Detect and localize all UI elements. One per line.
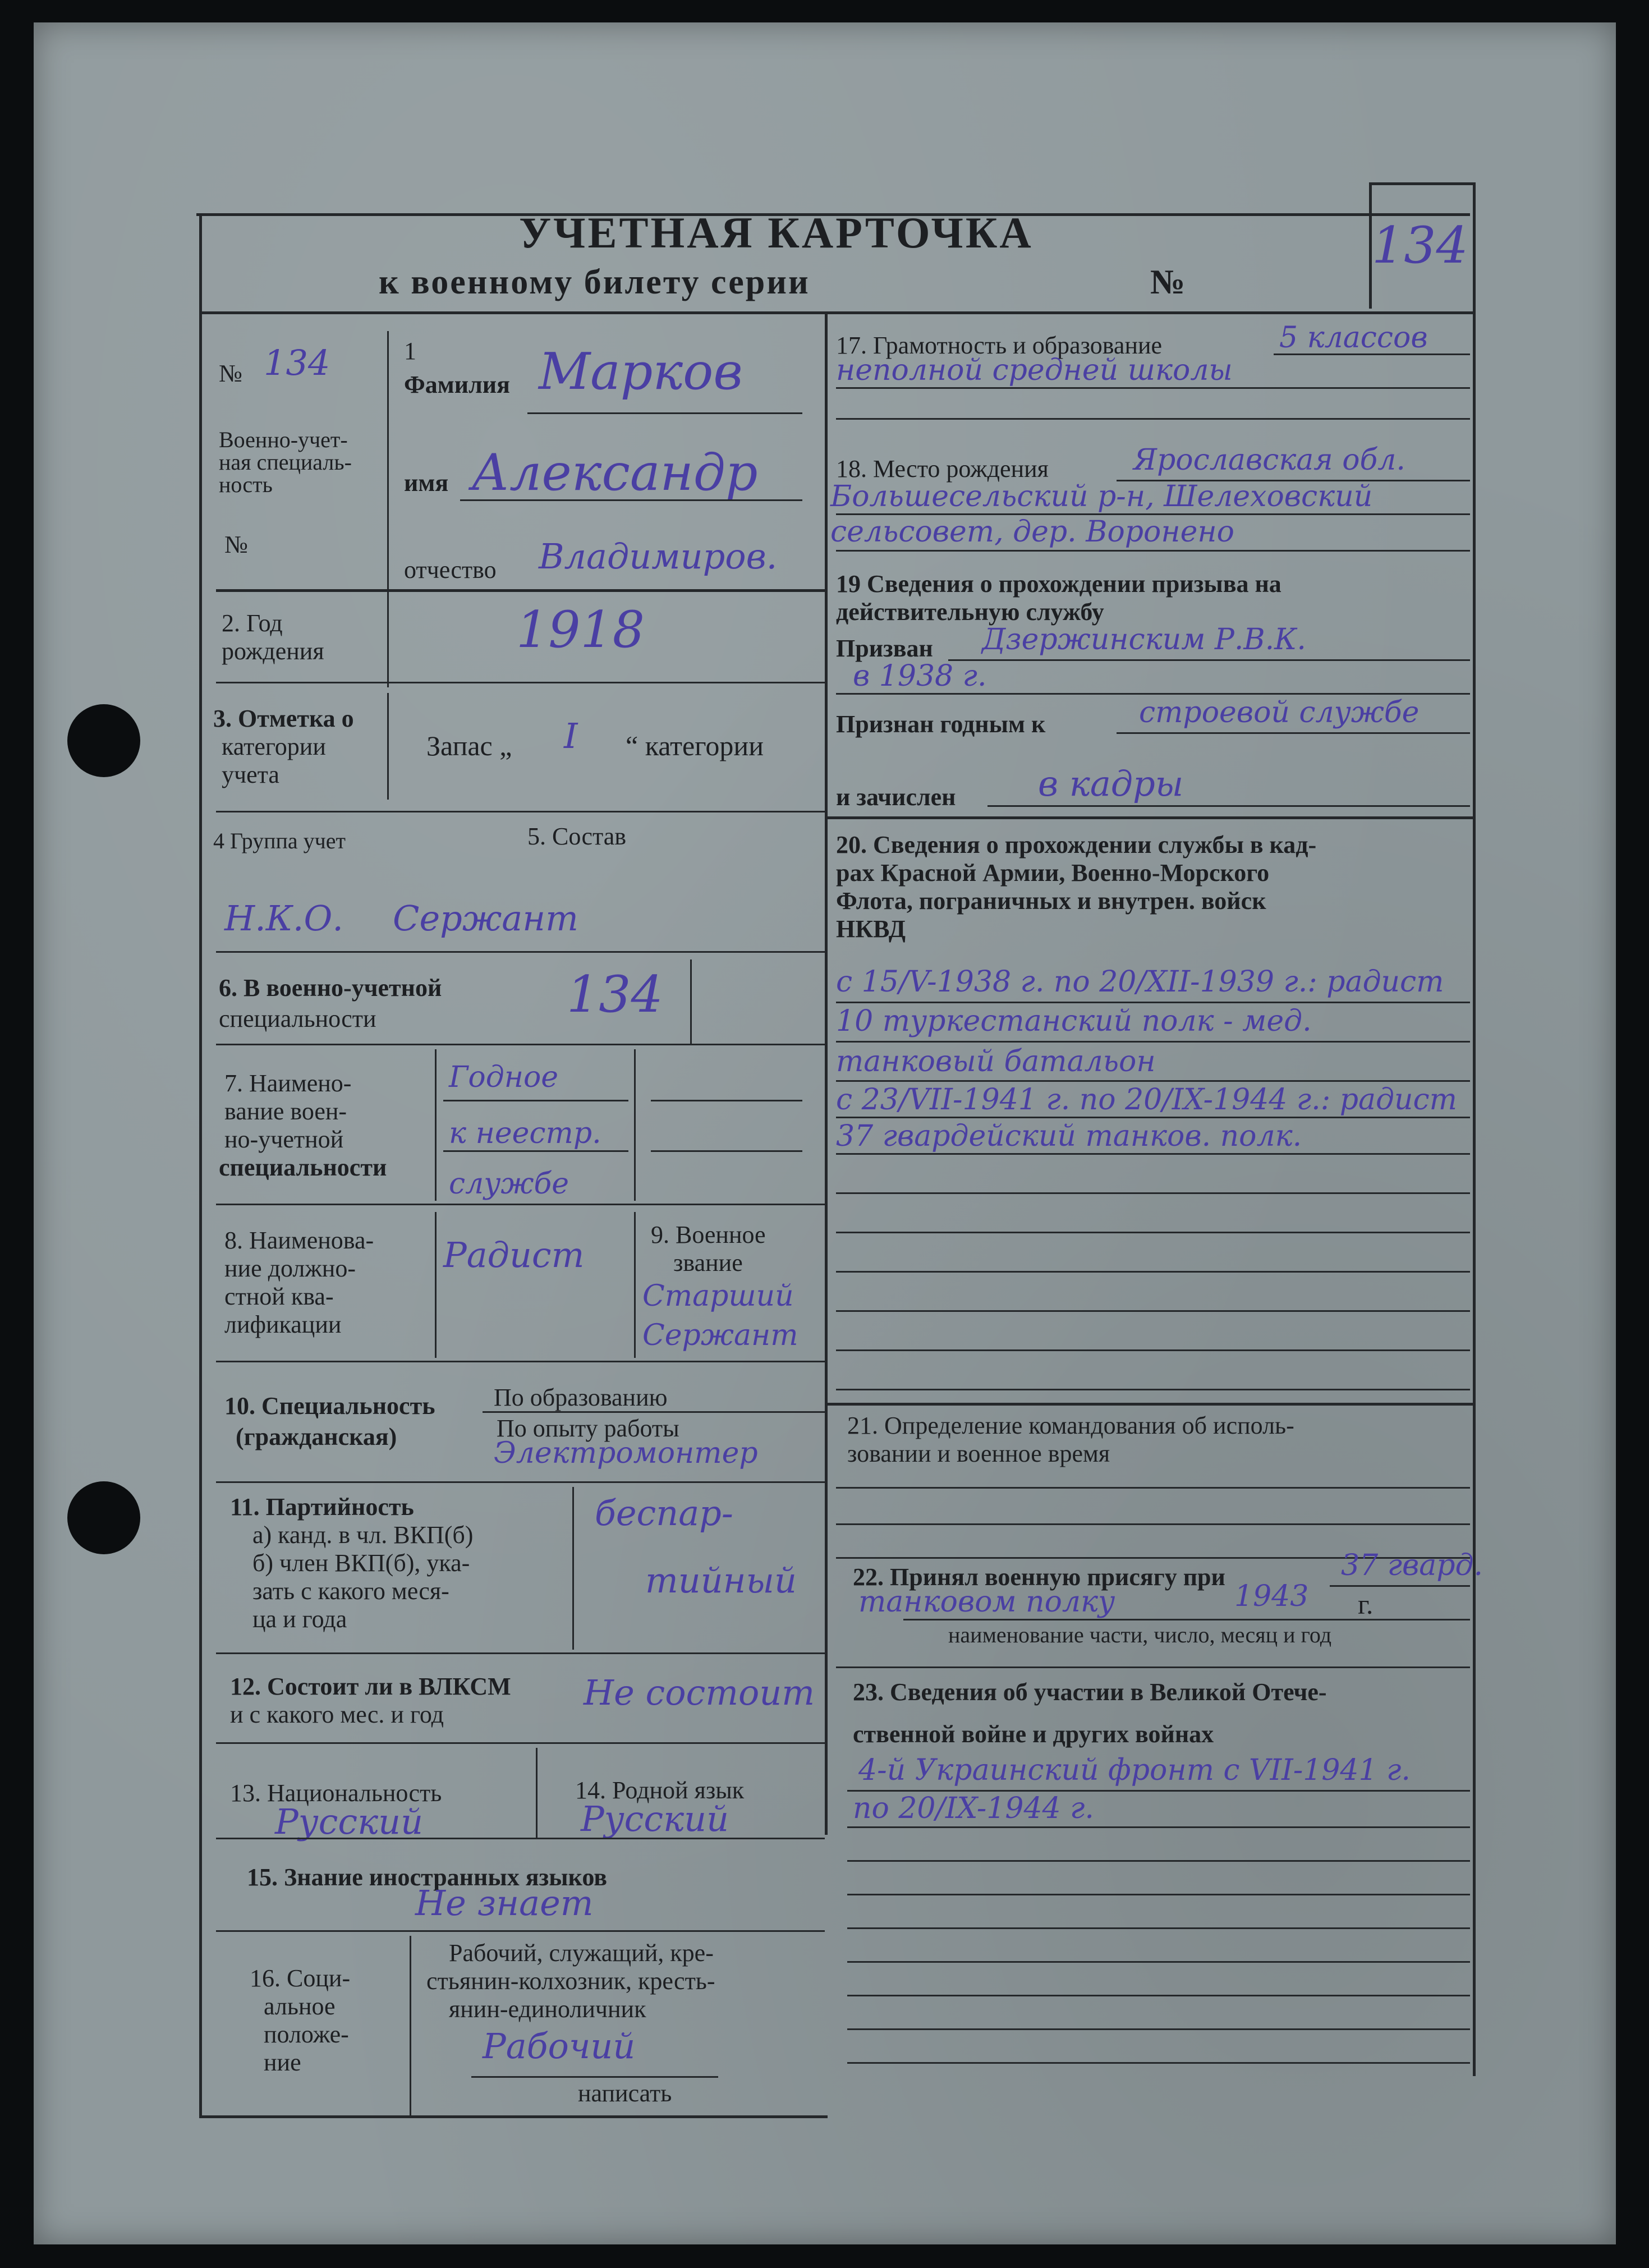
rule (836, 1192, 1470, 1194)
vlksm-value: Не состоит (584, 1672, 815, 1713)
service-label: Флота, пограничных и внутрен. войск (836, 887, 1266, 915)
rule (460, 499, 802, 501)
foreign-languages-value: Не знает (415, 1883, 594, 1923)
rule (387, 693, 389, 800)
rule (216, 589, 825, 592)
birthplace-value: Большесельский р-н, Шелеховский (830, 480, 1373, 513)
vus-6-value: 134 (567, 965, 663, 1024)
education-value: неполной средней школы (836, 353, 1233, 387)
party-label: 11. Партийность (230, 1493, 414, 1521)
rule (1369, 182, 1476, 185)
rule (216, 951, 825, 953)
rule (634, 1212, 636, 1358)
personal-number: 134 (264, 342, 330, 383)
conscription-label: действительную службу (836, 598, 1104, 626)
category-tail: “ категории (626, 730, 764, 761)
rule (435, 1212, 437, 1358)
rule (836, 1002, 1470, 1003)
service-label: рах Красной Армии, Военно-Морского (836, 859, 1270, 887)
oath-caption: наименование части, число, месяц и год (948, 1622, 1332, 1647)
usage-label: зовании и военное время (847, 1440, 1110, 1467)
specialty-value: Электромонтер (494, 1436, 758, 1470)
war-label: ственной войне и других войнах (853, 1720, 1214, 1748)
birth-year-label: 2. Год (222, 609, 283, 637)
position-label: стной ква- (224, 1283, 334, 1310)
rule (836, 1666, 1470, 1668)
native-language-label: 14. Родной язык (575, 1776, 745, 1804)
vus-name-value: к неестр. (449, 1117, 601, 1150)
service-label: 20. Сведения о прохождении службы в кад- (836, 831, 1317, 858)
composition-value: Сержант (393, 898, 578, 939)
social-value: Рабочий (483, 2026, 636, 2067)
by-experience-label: По опыту работы (497, 1415, 679, 1442)
fit-label: Признан годным к (836, 710, 1046, 738)
rule (216, 1481, 825, 1483)
rule (1117, 732, 1470, 734)
oath-unit: 37 гвард. (1341, 1549, 1483, 1582)
rule (836, 1271, 1470, 1273)
social-label: альное (264, 1992, 336, 2020)
punch-hole (67, 1481, 140, 1554)
rule (1330, 1585, 1470, 1587)
rule (410, 1936, 411, 2115)
party-label: ца и года (252, 1605, 347, 1633)
birthplace-value: сельсовет, дер. Воронено (830, 515, 1234, 549)
rule (443, 1150, 628, 1152)
write-caption: написать (578, 2079, 672, 2107)
vus-name-label: специальности (219, 1154, 387, 1181)
rule (836, 1310, 1470, 1312)
rule (836, 1349, 1470, 1351)
enlisted-label: и зачислен (836, 783, 956, 811)
category-label: категории (222, 733, 326, 760)
rule (572, 1487, 574, 1650)
rule (387, 331, 389, 600)
rule (836, 387, 1470, 389)
punch-hole (67, 704, 140, 777)
surname-label: Фамилия (404, 371, 510, 398)
birth-year-value: 1918 (516, 600, 645, 659)
vus-name-label: 7. Наимено- (224, 1069, 352, 1097)
vus-6-label: специальности (219, 1005, 376, 1032)
social-options: стьянин-колхозник, кресть- (426, 1967, 715, 1995)
rule (536, 1748, 538, 1838)
rule (847, 1860, 1470, 1862)
party-label: а) канд. в чл. ВКП(б) (252, 1521, 474, 1549)
rule (216, 1930, 825, 1932)
vus-name-label: вание воен- (224, 1098, 347, 1125)
oath-g: г. (1358, 1588, 1374, 1620)
rule (836, 693, 1470, 695)
vus-name-value: службе (449, 1167, 569, 1201)
service-entry: 37 гвардейский танков. полк. (836, 1119, 1302, 1153)
rule (836, 1080, 1470, 1082)
called-label: Призван (836, 635, 933, 662)
card-title: УЧЕТНАЯ КАРТОЧКА (519, 208, 1034, 257)
card-subtitle: к военному билету серии (379, 263, 810, 301)
rule (847, 1826, 1470, 1828)
rule (836, 418, 1470, 420)
rule (216, 1742, 825, 1744)
called-year: в 1938 г. (853, 659, 987, 693)
surname-value: Марков (539, 342, 743, 401)
reserve-label: Запас „ (426, 730, 512, 761)
service-label: НКВД (836, 915, 906, 943)
social-label: ние (264, 2049, 301, 2076)
rule (387, 598, 389, 687)
rule (1473, 182, 1476, 2076)
party-value: беспар- (595, 1493, 733, 1534)
name-value: Александр (471, 443, 758, 502)
specialty-label: (гражданская) (236, 1423, 397, 1450)
rank-value: Старший (642, 1279, 794, 1313)
rule (216, 1838, 825, 1839)
no-label: № (219, 360, 242, 387)
card-number: 134 (1372, 216, 1468, 275)
war-entry: 4-й Украинский фронт с VII-1941 г. (858, 1753, 1411, 1787)
rule (847, 1894, 1470, 1895)
rule (836, 1153, 1470, 1155)
birthplace-value: Ярославская обл. (1133, 443, 1405, 477)
rule (216, 1361, 825, 1362)
patronymic-value: Владимиров. (539, 536, 778, 577)
foreign-languages-label: 15. Знание иностранных языков (247, 1863, 607, 1891)
oath-unit: танковом полку (858, 1585, 1115, 1619)
rule (690, 959, 692, 1044)
specialty-label: 10. Специальность (224, 1392, 435, 1420)
rule (216, 1652, 825, 1654)
category-label: 3. Отметка о (213, 705, 354, 732)
rule (836, 1117, 1470, 1118)
usage-label: 21. Определение командования об исполь- (847, 1412, 1294, 1439)
position-label: 8. Наименова- (224, 1227, 374, 1254)
vus-label: Военно-учет- (219, 427, 348, 452)
rule (483, 1411, 825, 1413)
rule (216, 682, 825, 683)
oath-label: 22. Принял военную присягу при (853, 1563, 1225, 1591)
rule (836, 1041, 1470, 1043)
rank-label: звание (673, 1249, 743, 1277)
rule (847, 1927, 1470, 1929)
rank-value: Сержант (642, 1319, 798, 1352)
rule (836, 1232, 1470, 1233)
position-label: лификации (224, 1311, 342, 1338)
category-value: I (564, 715, 578, 756)
rule (847, 2062, 1470, 2064)
category-label: учета (222, 761, 279, 788)
rule (903, 1619, 1470, 1620)
rank-label: 9. Военное (651, 1221, 766, 1248)
rule (216, 1044, 825, 1045)
nationality-label: 13. Национальность (230, 1779, 442, 1807)
rule (527, 412, 802, 414)
name-label: имя (404, 469, 449, 497)
rule (435, 1049, 437, 1201)
party-label: б) член ВКП(б), ука- (252, 1549, 470, 1577)
rule (825, 311, 828, 1835)
party-value: тийный (645, 1560, 797, 1601)
by-education-label: По образованию (494, 1384, 668, 1411)
vus-label: ность (219, 472, 273, 497)
rule (216, 1204, 825, 1205)
war-label: 23. Сведения об участии в Великой Отече- (853, 1678, 1327, 1706)
rule (634, 1049, 636, 1201)
education-value: 5 классов (1279, 321, 1428, 355)
rule (836, 550, 1470, 552)
rule (987, 805, 1470, 807)
group-label: 4 Группа учет (213, 828, 346, 853)
field-number: 1 (404, 337, 416, 365)
called-value: Дзержинским Р.В.К. (982, 623, 1306, 656)
nationality-value: Русский (275, 1801, 424, 1842)
vus-6-label: 6. В военно-учетной (219, 974, 442, 1002)
enlisted-value: в кадры (1038, 763, 1184, 804)
birthplace-label: 18. Место рождения (836, 455, 1049, 483)
vlksm-label: и с какого мес. и год (230, 1701, 444, 1728)
war-entry: по 20/IX-1944 г. (853, 1792, 1094, 1825)
rule (199, 2115, 828, 2118)
rule (651, 1150, 802, 1152)
service-entry: 10 туркестанский полк - мед. (836, 1004, 1312, 1038)
rule (948, 659, 1470, 661)
rule (1274, 353, 1470, 355)
rule (836, 1487, 1470, 1489)
service-entry: танковый батальон (836, 1045, 1156, 1078)
oath-year: 1943 (1234, 1580, 1309, 1613)
group-value: Н.К.О. (224, 898, 344, 939)
number-sign: № (1150, 263, 1187, 301)
party-label: зать с какого меся- (252, 1577, 449, 1605)
rule (847, 1961, 1470, 1963)
service-entry: с 15/V-1938 г. по 20/XII-1939 г.: радист (836, 965, 1444, 999)
social-label: 16. Соци- (250, 1964, 351, 1992)
conscription-label: 19 Сведения о прохождении призыва на (836, 570, 1281, 598)
fit-value: строевой службе (1139, 696, 1420, 729)
rule (836, 1523, 1470, 1525)
rule (847, 2028, 1470, 2030)
social-options: Рабочий, служащий, кре- (449, 1939, 714, 1967)
rule (199, 311, 1473, 314)
vus-name-value: Годное (449, 1060, 559, 1094)
rule (825, 1403, 1473, 1406)
vus-name-label: но-учетной (224, 1126, 344, 1153)
rule (836, 1389, 1470, 1390)
no-label: № (224, 531, 248, 558)
rule (199, 213, 202, 2118)
education-label: 17. Грамотность и образование (836, 332, 1163, 359)
service-entry: с 23/VII-1941 г. по 20/IX-1944 г.: радист (836, 1083, 1457, 1117)
position-value: Радист (443, 1234, 585, 1275)
position-label: ние должно- (224, 1255, 356, 1282)
rule (216, 811, 825, 812)
rule (651, 1100, 802, 1101)
rule (443, 1100, 628, 1101)
patronymic-label: отчество (404, 556, 497, 584)
rule (825, 816, 1473, 819)
vlksm-label: 12. Состоит ли в ВЛКСМ (230, 1673, 511, 1700)
native-language-value: Русский (581, 1798, 729, 1839)
social-options: янин-единоличник (449, 1995, 646, 2023)
vus-label: ная специаль- (219, 449, 352, 475)
social-label: положе- (264, 2021, 349, 2048)
birth-year-label: рождения (222, 637, 324, 665)
rule (847, 1995, 1470, 1996)
rule (471, 2076, 718, 2078)
composition-label: 5. Состав (527, 823, 627, 850)
